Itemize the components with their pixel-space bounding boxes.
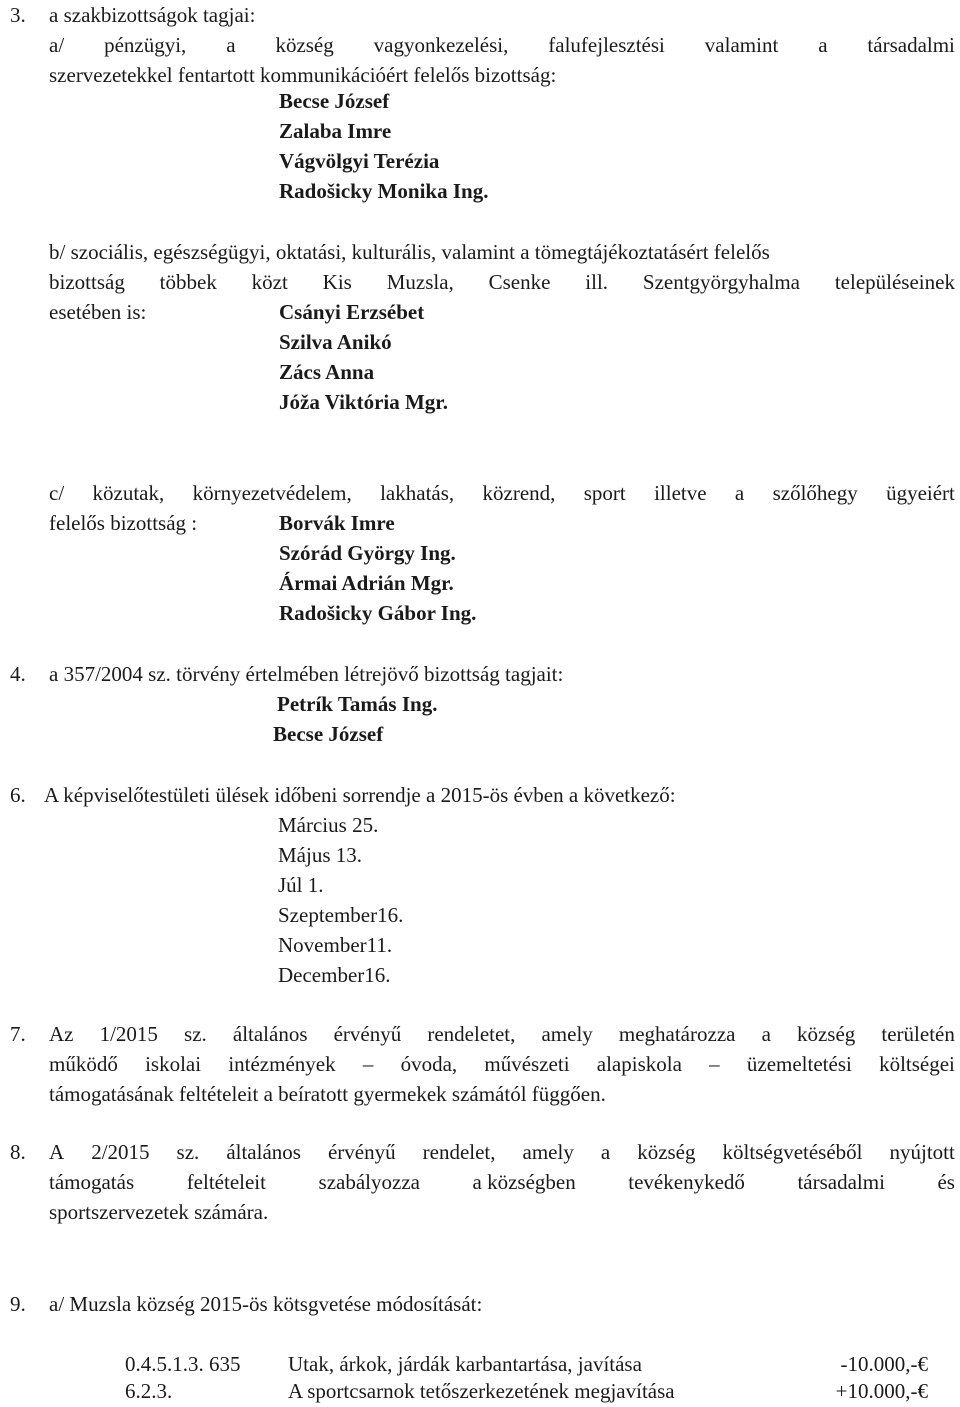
meeting-date: December16.: [278, 963, 391, 987]
word: általános: [226, 1140, 301, 1164]
word: a: [761, 1022, 771, 1046]
committee-a-member: Becse József: [279, 89, 390, 113]
word: közutak,: [92, 481, 165, 505]
word: vagyonkezelési,: [373, 33, 509, 57]
budget-row-code: 0.4.5.1.3. 635: [125, 1352, 241, 1376]
committee-b-member: Zács Anna: [279, 360, 375, 384]
item6-number: 6.: [10, 783, 26, 807]
word: a/: [49, 33, 65, 57]
item4-number: 4.: [10, 662, 26, 686]
word: meghatározza: [618, 1022, 736, 1046]
item8-number: 8.: [10, 1140, 26, 1164]
word: tevékenykedő: [628, 1170, 745, 1194]
committee-a-member: Zalaba Imre: [279, 119, 392, 143]
word: Szentgyörgyhalma: [642, 270, 800, 294]
word: 1/2015: [99, 1022, 158, 1046]
item3c-line2: felelős bizottság :: [49, 511, 198, 535]
word: alapiskola: [596, 1052, 682, 1076]
word: közt: [251, 270, 288, 294]
meeting-date: Júl 1.: [278, 873, 324, 897]
word: a: [226, 33, 236, 57]
word: község: [796, 1022, 856, 1046]
word: üzemeltetési: [746, 1052, 852, 1076]
word: Muzsla,: [386, 270, 454, 294]
word: a: [818, 33, 828, 57]
item4-member: Becse József: [273, 722, 384, 746]
meeting-date: Május 13.: [278, 843, 362, 867]
word: rendeletet,: [427, 1022, 516, 1046]
word: településeinek: [834, 270, 955, 294]
item4-text: a 357/2004 sz. törvény értelmében létrejövő bizottság tagjait:: [49, 662, 564, 686]
item9-text: a/ Muzsla község 2015-ös kötsgvetése módosítását:: [49, 1292, 483, 1316]
word: amely: [541, 1022, 593, 1046]
word: Az: [49, 1022, 74, 1046]
committee-b-member: Jóža Viktória Mgr.: [279, 390, 448, 414]
word: és: [937, 1170, 955, 1194]
word: Csenke: [488, 270, 551, 294]
item6-text: A képviselőtestületi ülések időbeni sorrendje a 2015-ös évben a következő:: [44, 783, 676, 807]
word: sport: [583, 481, 626, 505]
item7-line1: [49, 1019, 955, 1049]
word: sz.: [184, 1022, 207, 1046]
item7-line3: támogatásának feltételeit a beíratott gyermekek számától függően.: [49, 1082, 606, 1106]
word: –: [709, 1052, 720, 1076]
word: amely: [522, 1140, 574, 1164]
budget-row-description: Utak, árkok, járdák karbantartása, javítása: [288, 1352, 642, 1376]
word: pénzügyi,: [104, 33, 187, 57]
committee-c-member: Szórád György Ing.: [279, 541, 456, 565]
word: többek: [159, 270, 217, 294]
item3-intro: a szakbizottságok tagjai:: [49, 3, 256, 27]
word: feltételeit: [186, 1170, 266, 1194]
committee-c-member: Radošicky Gábor Ing.: [279, 601, 477, 625]
word: falufejlesztési: [548, 33, 665, 57]
word: bizottság: [49, 270, 125, 294]
word: lakhatás,: [380, 481, 455, 505]
word: A: [49, 1140, 65, 1164]
item3a-line1: [49, 30, 955, 60]
word: költségei: [879, 1052, 955, 1076]
item7-line2: [49, 1049, 955, 1079]
word: társadalmi: [867, 33, 955, 57]
word: támogatás: [49, 1170, 135, 1194]
committee-a-member: Vágvölgyi Terézia: [279, 149, 440, 173]
word: környezetvédelem,: [192, 481, 352, 505]
budget-row-description: A sportcsarnok tetőszerkezetének megjavítása: [288, 1379, 675, 1403]
word: község: [275, 33, 334, 57]
word: sz.: [176, 1140, 200, 1164]
word: illetve: [654, 481, 707, 505]
committee-a-member: Radošicky Monika Ing.: [279, 179, 489, 203]
word: valamint: [704, 33, 779, 57]
word: a: [600, 1140, 611, 1164]
budget-row-code: 6.2.3.: [125, 1379, 173, 1403]
budget-row-amount: -10.000,-€: [840, 1352, 928, 1376]
word: területén: [881, 1022, 955, 1046]
word: szabályozza: [318, 1170, 420, 1194]
word: intézmények: [228, 1052, 336, 1076]
word: szőlőhegy: [772, 481, 858, 505]
word: ill.: [585, 270, 609, 294]
word: c/: [49, 481, 65, 505]
item4-member: Petrík Tamás Ing.: [277, 692, 438, 716]
committee-b-member: Csányi Erzsébet: [279, 300, 425, 324]
word: érvényű: [333, 1022, 402, 1046]
meeting-date: November11.: [278, 933, 393, 957]
meeting-date: Március 25.: [278, 813, 379, 837]
word: iskolai: [145, 1052, 202, 1076]
item8-line1: [49, 1137, 955, 1167]
item8-line3: sportszervezetek számára.: [49, 1200, 269, 1224]
word: társadalmi: [797, 1170, 885, 1194]
item8-line2: [49, 1167, 955, 1197]
word: –: [362, 1052, 374, 1076]
budget-row-amount: +10.000,-€: [835, 1379, 928, 1403]
item3a-line2: szervezetekkel fentartott kommunikációért felelős bizottság:: [49, 63, 557, 87]
word: általános: [232, 1022, 308, 1046]
committee-c-member: Ármai Adrián Mgr.: [279, 571, 454, 595]
word: Kis: [322, 270, 352, 294]
word: község: [637, 1140, 696, 1164]
word: nyújtott: [889, 1140, 955, 1164]
item9-number: 9.: [10, 1292, 26, 1316]
word: közrend,: [482, 481, 556, 505]
word: 2/2015: [91, 1140, 150, 1164]
committee-c-member: Borvák Imre: [279, 511, 395, 535]
item3b-line3: esetében is:: [49, 300, 147, 324]
word: óvoda,: [400, 1052, 458, 1076]
item7-number: 7.: [10, 1022, 26, 1046]
item3-number: 3.: [10, 3, 26, 27]
word: a községben: [472, 1170, 576, 1194]
word: működő: [49, 1052, 118, 1076]
word: rendelet,: [422, 1140, 496, 1164]
word: érvényű: [327, 1140, 396, 1164]
item3b-line1: b/ szociális, egészségügyi, oktatási, kulturális, valamint a tömegtájékoztatásért felelős: [49, 240, 770, 264]
item3c-line1: [49, 478, 955, 508]
word: költségvetéséből: [722, 1140, 863, 1164]
item3b-line2: [49, 267, 955, 297]
meeting-date: Szeptember16.: [278, 903, 404, 927]
word: ügyeiért: [886, 481, 955, 505]
word: művészeti: [484, 1052, 570, 1076]
committee-b-member: Szilva Anikó: [279, 330, 392, 354]
word: a: [734, 481, 745, 505]
